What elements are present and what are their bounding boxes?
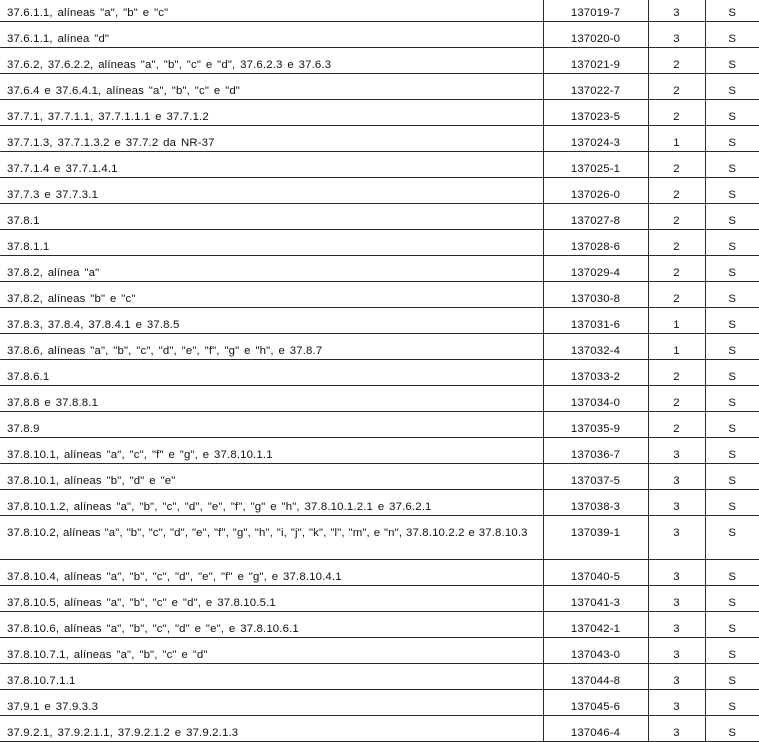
infraction-level-cell: 2 [648, 256, 705, 282]
infraction-type-cell: S [705, 100, 759, 126]
infraction-level-cell: 3 [648, 690, 705, 716]
infraction-level-cell: 3 [648, 560, 705, 586]
table-row [0, 308, 759, 334]
infraction-level-cell: 2 [648, 74, 705, 100]
table-row [0, 464, 759, 490]
infraction-level-cell: 3 [648, 464, 705, 490]
infraction-level-cell: 2 [648, 412, 705, 438]
item-reference-cell: 37.8.2, alíneas "b" e "c" [0, 282, 543, 308]
infraction-type-cell: S [705, 256, 759, 282]
infraction-level-cell: 2 [648, 230, 705, 256]
table-row [0, 204, 759, 230]
infraction-code-cell: 137036-7 [543, 438, 648, 464]
item-reference-cell: 37.8.10.5, alíneas "a", "b", "c" e "d", e 37.8.10.5.1 [0, 586, 543, 612]
infraction-code-cell: 137045-6 [543, 690, 648, 716]
item-reference-cell: 37.8.6, alíneas "a", "b", "c", "d", "e", "f", "g" e "h", e 37.8.7 [0, 334, 543, 360]
item-reference-cell: 37.7.1.4 e 37.7.1.4.1 [0, 152, 543, 178]
item-reference-cell: 37.8.1 [0, 204, 543, 230]
infraction-level-cell: 3 [648, 586, 705, 612]
infraction-code-cell: 137022-7 [543, 74, 648, 100]
infraction-type-cell: S [705, 178, 759, 204]
infraction-level-cell: 3 [648, 516, 705, 560]
infraction-level-cell: 2 [648, 152, 705, 178]
infraction-type-cell: S [705, 516, 759, 560]
item-reference-cell: 37.6.1.1, alínea "d" [0, 22, 543, 48]
item-reference-cell: 37.8.3, 37.8.4, 37.8.4.1 e 37.8.5 [0, 308, 543, 334]
infraction-code-cell: 137032-4 [543, 334, 648, 360]
table-row [0, 690, 759, 716]
infraction-code-cell: 137025-1 [543, 152, 648, 178]
infraction-type-cell: S [705, 386, 759, 412]
infraction-type-cell: S [705, 0, 759, 22]
item-reference-cell: 37.8.10.1.2, alíneas "a", "b", "c", "d", "e", "f", "g" e "h", 37.8.10.1.2.1 e 37.6.2.1 [0, 490, 543, 516]
infraction-type-cell: S [705, 204, 759, 230]
item-reference-cell: 37.7.1, 37.7.1.1, 37.7.1.1.1 e 37.7.1.2 [0, 100, 543, 126]
item-reference-cell: 37.8.10.6, alíneas "a", "b", "c", "d" e "e", e 37.8.10.6.1 [0, 612, 543, 638]
infraction-code-cell: 137035-9 [543, 412, 648, 438]
item-reference-cell: 37.7.1.3, 37.7.1.3.2 e 37.7.2 da NR-37 [0, 126, 543, 152]
table-row [0, 48, 759, 74]
infraction-type-cell: S [705, 126, 759, 152]
table-row [0, 152, 759, 178]
infraction-level-cell: 1 [648, 126, 705, 152]
infraction-code-cell: 137037-5 [543, 464, 648, 490]
infraction-level-cell: 3 [648, 612, 705, 638]
table-row [0, 412, 759, 438]
infraction-type-cell: S [705, 74, 759, 100]
item-reference-cell: 37.8.10.1, alíneas "a", "c", "f" e "g", e 37.8.10.1.1 [0, 438, 543, 464]
infraction-type-cell: S [705, 586, 759, 612]
infraction-code-cell: 137042-1 [543, 612, 648, 638]
infraction-code-cell: 137034-0 [543, 386, 648, 412]
infraction-code-cell: 137038-3 [543, 490, 648, 516]
infraction-type-cell: S [705, 152, 759, 178]
item-reference-cell: 37.8.6.1 [0, 360, 543, 386]
item-reference-cell: 37.6.1.1, alíneas "a", "b" e "c" [0, 0, 543, 22]
infraction-type-cell: S [705, 360, 759, 386]
table-row [0, 438, 759, 464]
table-row [0, 560, 759, 586]
item-reference-cell: 37.9.1 e 37.9.3.3 [0, 690, 543, 716]
table-row [0, 386, 759, 412]
infraction-code-cell: 137028-6 [543, 230, 648, 256]
infraction-code-cell: 137029-4 [543, 256, 648, 282]
infraction-type-cell: S [705, 334, 759, 360]
infraction-level-cell: 3 [648, 438, 705, 464]
item-reference-cell: 37.6.4 e 37.6.4.1, alíneas "a", "b", "c" e "d" [0, 74, 543, 100]
infraction-code-cell: 137023-5 [543, 100, 648, 126]
table-row [0, 664, 759, 690]
table-row [0, 516, 759, 560]
infraction-code-cell: 137041-3 [543, 586, 648, 612]
table-row [0, 230, 759, 256]
item-reference-cell: 37.8.10.7.1.1 [0, 664, 543, 690]
infraction-code-cell: 137033-2 [543, 360, 648, 386]
infraction-level-cell: 2 [648, 100, 705, 126]
table-row [0, 334, 759, 360]
infraction-code-cell: 137031-6 [543, 308, 648, 334]
table-row [0, 256, 759, 282]
item-reference-cell: 37.9.2.1, 37.9.2.1.1, 37.9.2.1.2 e 37.9.2.1.3 [0, 716, 543, 742]
infraction-level-cell: 1 [648, 334, 705, 360]
table-row [0, 22, 759, 48]
infraction-level-cell: 3 [648, 638, 705, 664]
infraction-type-cell: S [705, 308, 759, 334]
infraction-type-cell: S [705, 438, 759, 464]
table-row [0, 100, 759, 126]
item-reference-cell: 37.8.8 e 37.8.8.1 [0, 386, 543, 412]
infraction-type-cell: S [705, 464, 759, 490]
infraction-level-cell: 3 [648, 664, 705, 690]
infraction-level-cell: 2 [648, 204, 705, 230]
infraction-code-cell: 137043-0 [543, 638, 648, 664]
item-reference-cell: 37.8.10.1, alíneas "b", "d" e "e" [0, 464, 543, 490]
infraction-type-cell: S [705, 282, 759, 308]
table-row [0, 126, 759, 152]
item-reference-cell: 37.6.2, 37.6.2.2, alíneas "a", "b", "c" e "d", 37.6.2.3 e 37.6.3 [0, 48, 543, 74]
infraction-code-cell: 137026-0 [543, 178, 648, 204]
infraction-type-cell: S [705, 560, 759, 586]
infraction-code-cell: 137021-9 [543, 48, 648, 74]
item-reference-cell: 37.8.10.2, alíneas "a", "b", "c", "d", "e", "f", "g", "h", "i, "j", "k", "l", "m", e "n", 37.8.10.2.2 e 37.8.10.3 [0, 516, 543, 560]
infraction-code-cell: 137019-7 [543, 0, 648, 22]
infraction-level-cell: 2 [648, 48, 705, 74]
infraction-level-cell: 2 [648, 386, 705, 412]
table-row [0, 586, 759, 612]
item-reference-cell: 37.7.3 e 37.7.3.1 [0, 178, 543, 204]
table-row [0, 282, 759, 308]
infraction-code-cell: 137044-8 [543, 664, 648, 690]
infraction-type-cell: S [705, 230, 759, 256]
infraction-type-cell: S [705, 612, 759, 638]
item-reference-cell: 37.8.9 [0, 412, 543, 438]
item-reference-cell: 37.8.10.7.1, alíneas "a", "b", "c" e "d" [0, 638, 543, 664]
infraction-type-cell: S [705, 716, 759, 742]
infraction-type-cell: S [705, 412, 759, 438]
infraction-type-cell: S [705, 664, 759, 690]
infraction-code-cell: 137024-3 [543, 126, 648, 152]
infraction-code-cell: 137020-0 [543, 22, 648, 48]
infraction-type-cell: S [705, 690, 759, 716]
infraction-code-cell: 137040-5 [543, 560, 648, 586]
infraction-level-cell: 3 [648, 0, 705, 22]
item-reference-cell: 37.8.1.1 [0, 230, 543, 256]
infraction-level-cell: 1 [648, 308, 705, 334]
item-reference-cell: 37.8.2, alínea "a" [0, 256, 543, 282]
infraction-level-cell: 2 [648, 282, 705, 308]
infraction-code-cell: 137027-8 [543, 204, 648, 230]
infraction-level-cell: 3 [648, 716, 705, 742]
item-reference-cell: 37.8.10.4, alíneas "a", "b", "c", "d", "e", "f" e "g", e 37.8.10.4.1 [0, 560, 543, 586]
infraction-level-cell: 2 [648, 178, 705, 204]
table-row [0, 716, 759, 742]
infraction-type-cell: S [705, 490, 759, 516]
table-row [0, 0, 759, 22]
infraction-type-cell: S [705, 48, 759, 74]
table-row [0, 612, 759, 638]
infraction-level-cell: 3 [648, 22, 705, 48]
infraction-code-cell: 137046-4 [543, 716, 648, 742]
infraction-level-cell: 2 [648, 360, 705, 386]
infraction-level-cell: 3 [648, 490, 705, 516]
infraction-type-cell: S [705, 22, 759, 48]
table-row [0, 490, 759, 516]
infraction-code-cell: 137039-1 [543, 516, 648, 560]
table-row [0, 178, 759, 204]
infraction-type-cell: S [705, 638, 759, 664]
table-row [0, 360, 759, 386]
table-row [0, 638, 759, 664]
infraction-code-cell: 137030-8 [543, 282, 648, 308]
table-row [0, 74, 759, 100]
